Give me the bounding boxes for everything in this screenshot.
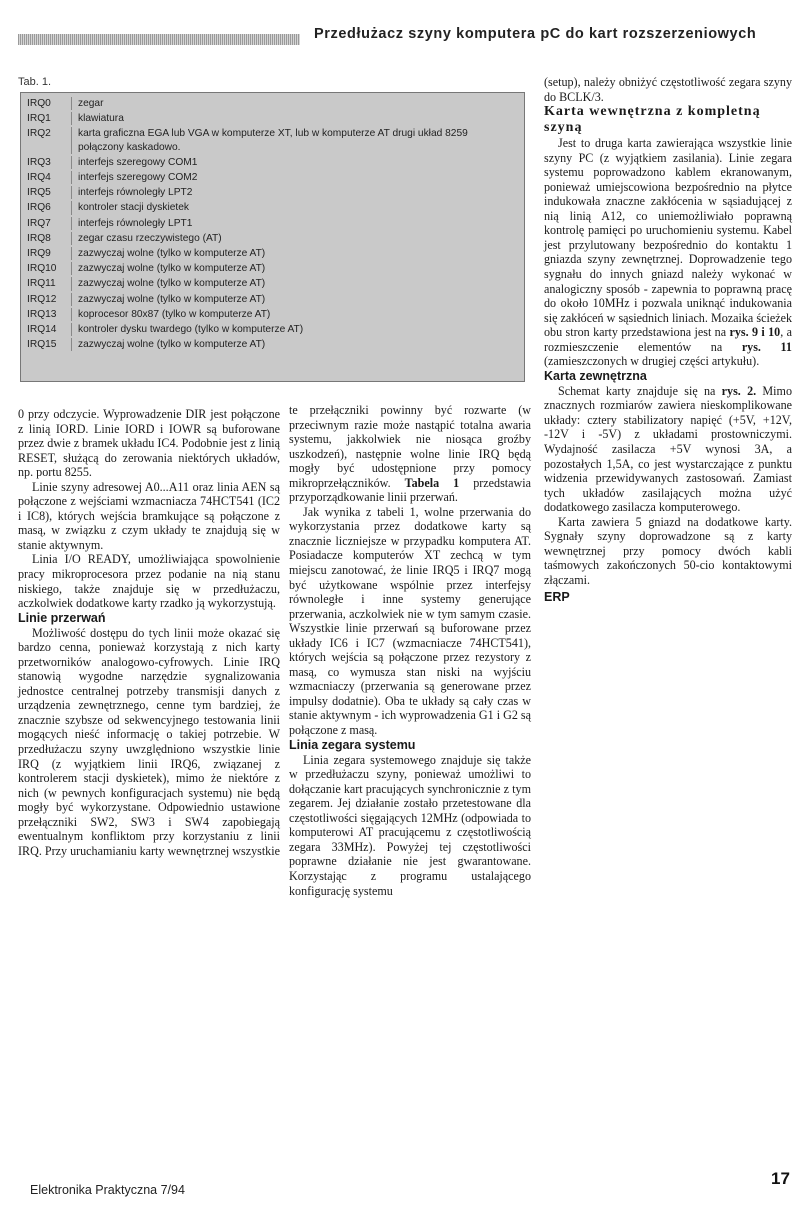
irq-description-cell: zazwyczaj wolne (tylko w komputerze AT): [71, 293, 524, 306]
irq-code-cell: IRQ4: [27, 172, 51, 184]
table-row: [21, 247, 524, 260]
text-run: , a rozmieszczenie elementów na: [544, 325, 792, 354]
paragraph: Linia I/O READY, umożliwiająca spowolnienie pracy mikroprocesora przez podanie na nią stanu niskiego, także znajduje się w przedłużaczu, aczkolwiek dodatkowe karty rzadko ją wykorzystują.: [18, 552, 280, 611]
irq-description-cell: kontroler stacji dyskietek: [71, 201, 524, 214]
figure-reference: rys. 2.: [721, 383, 757, 398]
paragraph: Jak wynika z tabeli 1, wolne przerwania do wykorzystania przez dodatkowe karty są znacznie liczniejsze w przypadku komputera AT. Posiadacze komputerów XT zechcą w tym miejscu zanotować, że linie IRQ5 i IRQ7 mogą być użytkowane wspólnie przez interfejsy równoległe i inne systemy generujące przerwania, aczkolwiek nie w tym samym czasie. Wszystkie linie przerwań są buforowane przez układy IC6 i IC7 (wzmacniacze 74HCT541), których wejścia są połączone przez rezystory z masą, co wymusza stan niski na wyjściu wzmacniaczy (przerwania są generowane przez impulsy dodatnie). Oba te układy są cały czas w stanie aktywnym - ich wyprowadzenia G1 i G2 są połączone z masą.: [289, 504, 531, 738]
author-signature: ERP: [544, 589, 570, 604]
irq-description-cell: zegar czasu rzeczywistego (AT): [71, 232, 524, 245]
irq-code-cell: IRQ3: [27, 156, 51, 168]
table-row: [21, 97, 524, 110]
irq-code-cell: IRQ9: [27, 248, 51, 260]
table-row: [21, 112, 524, 125]
irq-description-cell: zazwyczaj wolne (tylko w komputerze AT): [71, 262, 524, 275]
table-caption: Tab. 1.: [18, 76, 52, 88]
text-run: przedstawia przyporządkowanie linii przerwań.: [289, 475, 531, 505]
figure-reference: rys. 9 i 10: [729, 325, 781, 340]
page-number: 17: [771, 1169, 790, 1188]
paragraph: Linie szyny adresowej A0...A11 oraz linia AEN są połączone z wejściami wzmacniacza 74HCT541 (IC2 i IC8), których wejścia bramkujące są połączone z masą, w związku z czym układy te znajdują się w stanie aktywnym.: [18, 479, 280, 552]
irq-code-cell: IRQ10: [27, 263, 57, 275]
irq-code-cell: IRQ8: [27, 232, 51, 244]
irq-description-cell: karta graficzna EGA lub VGA w komputerze XT, lub w komputerze AT drugi układ 8259 połączony kaskadowo.: [71, 127, 524, 153]
irq-table: [20, 92, 525, 382]
irq-code-cell: IRQ7: [27, 217, 51, 229]
irq-code-cell: IRQ12: [27, 293, 57, 305]
paragraph: [544, 136, 792, 369]
irq-description-cell: koprocesor 80x87 (tylko w komputerze AT): [71, 308, 524, 321]
irq-code-cell: IRQ0: [27, 98, 51, 109]
paragraph: 0 przy odczycie. Wyprowadzenie DIR jest połączone z linią IORD. Linie IORD i IOWR są buforowane przez dwie z bramek układu IC4. Podobnie jest z linią RESET, służącą do zerowania niektórych układów, np. portu 8255.: [18, 407, 280, 480]
irq-code-cell: IRQ13: [27, 308, 57, 320]
paragraph: [289, 403, 531, 505]
paragraph: [544, 384, 792, 515]
section-heading-internal-card: Karta wewnętrzna z kompletną szyną: [544, 104, 761, 136]
footer-journal-name: Elektronika Praktyczna 7/94: [30, 1183, 185, 1197]
table-row: [21, 201, 524, 214]
irq-code-cell: IRQ11: [27, 278, 56, 290]
irq-code-cell: IRQ5: [27, 187, 51, 199]
text-run: Schemat karty znajduje się na: [558, 383, 716, 398]
table-row: [21, 293, 524, 306]
irq-description-cell: zazwyczaj wolne (tylko w komputerze AT): [71, 338, 524, 351]
irq-code-cell: IRQ6: [27, 202, 51, 214]
irq-description-cell: zazwyczaj wolne (tylko w komputerze AT): [71, 277, 524, 290]
irq-description-cell: interfejs równoległy LPT1: [71, 217, 524, 230]
paragraph: Karta zawiera 5 gniazd na dodatkowe karty. Sygnały szyny doprowadzone są z karty wewnętrznej przy pomocy dwóch kabli taśmowych zakończonych 50-cio kontaktowymi złączami.: [544, 514, 792, 587]
table-row: [21, 323, 524, 336]
irq-description-cell: zazwyczaj wolne (tylko w komputerze AT): [71, 247, 524, 260]
header-decorative-bar: [18, 34, 300, 45]
text-run: te przełączniki powinny być rozwarte (w przeciwnym razie może nastąpić totalna awaria systemu, jakkolwiek nie niosąca groźby uszkodzeń), następnie wolne linie IRQ będą mogły być udostępnione przy pomocy mikroprzełączników.: [289, 403, 531, 490]
irq-code-cell: IRQ2: [27, 128, 51, 140]
irq-description-cell: zegar: [71, 97, 524, 110]
table-row: [21, 127, 524, 153]
page-header-title: Przedłużacz szyny komputera pC do kart rozszerzeniowych: [314, 26, 757, 42]
table-row: [21, 277, 524, 290]
table-row: [21, 338, 524, 351]
irq-code-cell: IRQ1: [27, 113, 51, 125]
table-row: [21, 186, 524, 199]
paragraph: Linia zegara systemowego znajduje się także w przedłużaczu szyny, ponieważ umożliwi to dołączanie kart pracujących synchronicznie z tym zegarem. Jej działanie zostało przetestowane dla częstotliwości sięgających 12MHz (odpowiada to komputerowi AT pracującemu z częstotliwością zegara 33MHz). Powyżej tej częstotliwości poprawne działanie nie jest gwarantowane. Korzystając z programu ustalającego konfigurację systemu: [289, 752, 531, 898]
section-heading-clock: Linia zegara systemu: [289, 737, 416, 752]
table-row: [21, 232, 524, 245]
table-reference: Tabela 1: [404, 475, 460, 490]
paragraph: Możliwość dostępu do tych linii może okazać się bardzo cenna, ponieważ korzystają z nich karty przetworników analogowo-cyfrowych. Linie IRQ stanowią wygodne narzędzie sygnalizowania jednostce centralnej potrzeby transmisji danych z urządzenia zewnętrznego, cenne tym bardziej, że znacznie szybsze od sekwencyjnego testowania linii mogących nieść informację o takiej potrzebie. W przedłużaczu szyny uwzględniono wszystkie linie IRQ (z wyjątkiem linii IRQ6, związanej z kontrolerem stacji dyskietek), mimo że niektóre z nich (w pewnych konfiguracjach systemu) nie będą mogły być wykorzystane. Odpowiednio ustawione przełączniki SW2, SW3 i SW4 zapobiegają ewentualnym konfliktom przy korzystaniu z linii IRQ. Przy uruchamianiu karty wewnętrznej wszystkie: [18, 625, 280, 858]
paragraph: (setup), należy obniżyć częstotliwość zegara szyny do BCLK/3.: [544, 75, 792, 104]
column-2: [289, 403, 531, 898]
irq-description-cell: interfejs szeregowy COM1: [71, 156, 524, 169]
irq-description-cell: interfejs szeregowy COM2: [71, 171, 524, 184]
column-3: [544, 75, 792, 604]
text-run: Jest to druga karta zawierająca wszystkie linie szyny PC (z wyjątkiem zasilania). Linie zegara systemu poprowadzono kablem ekranowanym, ponieważ umiejscowiona bezpośrednio na płytce indukowała znaczne zakłócenia w sąsiadującej z nią linią A12, co uniemożliwiało poprawną kontrolę pamięci po uruchomieniu systemu. Kabel jest przylutowany bezpośrednio do kontaktu 1 gniazda szyny zewnętrznej. Doprowadzenie tego sygnału do innych gniazd należy wykonać w analogiczny sposób - zapewnia to poprawną pracę do około 10MHz i pozwala uniknąć indukowania się zakłóceń w sąsiednich liniach. Mozaika ścieżek obu stron karty przedstawiona jest na: [544, 136, 792, 340]
text-run: (zamieszczonych w drugiej części artykułu).: [544, 354, 760, 369]
irq-description-cell: klawiatura: [71, 112, 524, 125]
irq-description-cell: kontroler dysku twardego (tylko w komputerze AT): [71, 323, 524, 336]
irq-code-cell: IRQ14: [27, 324, 57, 336]
irq-code-cell: IRQ15: [27, 339, 57, 351]
table-row: [21, 156, 524, 169]
table-row: [21, 308, 524, 321]
section-heading-interrupts: Linie przerwań: [18, 610, 106, 625]
table-row: [21, 217, 524, 230]
irq-description-cell: interfejs równoległy LPT2: [71, 186, 524, 199]
section-heading-external-card: Karta zewnętrzna: [544, 368, 647, 383]
table-row: [21, 262, 524, 275]
table-row: [21, 171, 524, 184]
column-1: [18, 407, 280, 858]
text-run: Mimo znacznych rozmiarów zawiera nieskomplikowane układy: cztery stabilizatory napięć (+5V, +12V, -12V i -5V) z układami prostowniczymi. Wydajność zasilacza +5V wynosi 3A, a pozostałych 1,5A, co jest wystarczające z punktu widzenia przewidywanych zastosowań. Zamiast tych układów zasilających można użyć dodatkowego zasilacza komputerowego.: [544, 383, 792, 515]
figure-reference: rys. 11: [741, 339, 792, 354]
